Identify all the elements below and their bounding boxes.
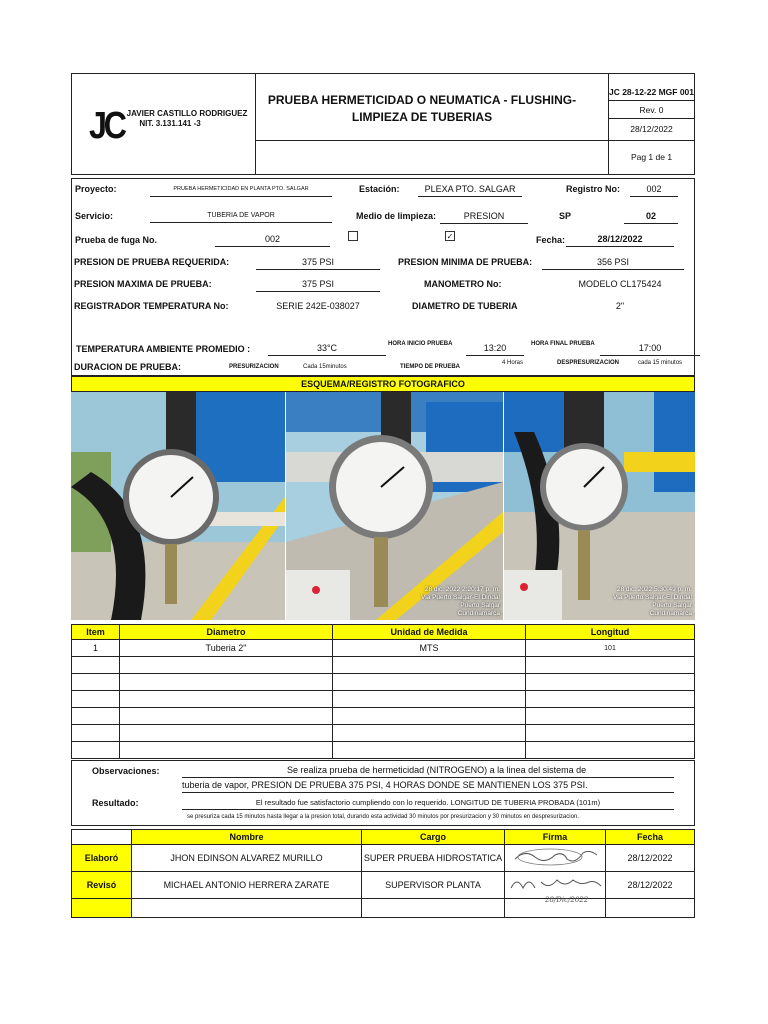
table-cell bbox=[333, 725, 526, 742]
medio-label: Medio de limpieza: bbox=[356, 211, 437, 221]
presion-minima-value: 356 PSI bbox=[542, 257, 684, 270]
cargo-elaboro: SUPER PRUEBA HIDROSTATICA bbox=[362, 845, 505, 872]
sp-value: 02 bbox=[624, 211, 678, 224]
fuga-value: 002 bbox=[215, 234, 330, 247]
signature-image-elaboro bbox=[505, 845, 605, 869]
table-row bbox=[72, 742, 695, 759]
header-nombre: Nombre bbox=[132, 830, 362, 845]
header-diametro: Diametro bbox=[120, 625, 333, 640]
signatures-table bbox=[71, 829, 695, 918]
header-item: Item bbox=[72, 625, 120, 640]
fecha-empty bbox=[606, 899, 695, 918]
header-longitud: Longitud bbox=[526, 625, 695, 640]
handwritten-date-reviso: 28/Dic/2022 bbox=[545, 896, 589, 904]
gauge-photo-1 bbox=[71, 392, 285, 620]
gauge-photo-2 bbox=[286, 392, 503, 620]
items-table-header bbox=[72, 625, 695, 640]
observaciones-label: Observaciones: bbox=[92, 766, 160, 776]
signature-row-reviso bbox=[72, 872, 695, 899]
table-cell: MTS bbox=[333, 640, 526, 657]
cargo-empty bbox=[362, 899, 505, 918]
role-elaboro: Elaboró bbox=[72, 845, 132, 872]
table-cell bbox=[333, 657, 526, 674]
presurizacion-label: PRESURIZACION bbox=[229, 364, 279, 370]
hora-inicio-label: HORA INICIO PRUEBA bbox=[388, 341, 453, 347]
proyecto-label: Proyecto: bbox=[75, 184, 117, 194]
signature-row-empty bbox=[72, 899, 695, 918]
document-page: Pag 1 de 1 bbox=[630, 152, 673, 162]
registrador-value: SERIE 242E-038027 bbox=[276, 301, 360, 311]
registro-value: 002 bbox=[630, 184, 678, 197]
despresurizacion-value: cada 15 minutos bbox=[638, 360, 683, 366]
document-date: 28/12/2022 bbox=[630, 124, 673, 134]
firma-elaboro bbox=[505, 845, 606, 872]
table-row bbox=[72, 691, 695, 708]
name-empty bbox=[132, 899, 362, 918]
photo-section-title: ESQUEMA/REGISTRO FOTOGRAFICO bbox=[71, 376, 695, 392]
table-cell bbox=[333, 708, 526, 725]
table-cell: Tuberia 2" bbox=[120, 640, 333, 657]
hora-final-label: HORA FINAL PRUEBA bbox=[531, 341, 595, 347]
table-cell bbox=[333, 674, 526, 691]
signatures-header bbox=[72, 830, 695, 845]
presion-requerida-label: PRESION DE PRUEBA REQUERIDA: bbox=[74, 257, 230, 267]
fecha-value: 28/12/2022 bbox=[566, 234, 674, 247]
registro-label: Registro No: bbox=[566, 184, 620, 194]
medio-value: PRESION bbox=[440, 211, 528, 224]
role-reviso: Revisó bbox=[72, 872, 132, 899]
tiempo-label: TIEMPO DE PRUEBA bbox=[400, 364, 461, 370]
document-title: PRUEBA HERMETICIDAD O NEUMATICA - FLUSHING- LIMPIEZA DE TUBERIAS bbox=[267, 93, 577, 124]
estacion-value: PLEXA PTO. SALGAR bbox=[418, 184, 522, 197]
table-cell: 101 bbox=[526, 640, 695, 657]
observaciones-line-1: Se realiza prueba de hermeticidad (NITROGENO) a la linea del sistema de bbox=[182, 765, 674, 778]
header-empty bbox=[72, 830, 132, 845]
header-firma: Firma bbox=[505, 830, 606, 845]
resultado-label: Resultado: bbox=[92, 798, 139, 808]
servicio-label: Servicio: bbox=[75, 211, 114, 221]
diametro-value: 2" bbox=[615, 301, 625, 311]
table-cell: 1 bbox=[72, 640, 120, 657]
tiempo-value: 4 Horas bbox=[502, 360, 524, 366]
manometro-value: MODELO CL175424 bbox=[578, 279, 662, 289]
diametro-label: DIAMETRO DE TUBERIA bbox=[412, 301, 518, 311]
firma-reviso bbox=[505, 872, 606, 904]
table-row bbox=[72, 725, 695, 742]
checkbox-unchecked[interactable] bbox=[348, 231, 358, 241]
table-cell bbox=[120, 742, 333, 759]
fecha-label: Fecha: bbox=[536, 235, 566, 245]
name-reviso: MICHAEL ANTONIO HERRERA ZARATE bbox=[132, 872, 362, 899]
table-row bbox=[72, 640, 695, 657]
header-cargo: Cargo bbox=[362, 830, 505, 845]
gauge-photo-3 bbox=[504, 392, 695, 620]
table-cell bbox=[120, 674, 333, 691]
items-table bbox=[71, 624, 695, 759]
signature-row-elaboro bbox=[72, 845, 695, 872]
table-cell bbox=[526, 742, 695, 759]
table-cell bbox=[72, 742, 120, 759]
table-cell bbox=[526, 725, 695, 742]
hora-final-value: 17:00 bbox=[600, 343, 700, 356]
registrador-label: REGISTRADOR TEMPERATURA No: bbox=[74, 301, 229, 311]
signature-image-reviso bbox=[505, 872, 605, 896]
table-cell bbox=[333, 742, 526, 759]
temperatura-value: 33°C bbox=[268, 343, 386, 356]
table-cell bbox=[526, 691, 695, 708]
presion-maxima-label: PRESION MAXIMA DE PRUEBA: bbox=[74, 279, 212, 289]
table-cell bbox=[120, 657, 333, 674]
despresurizacion-label: DESPRESURIZACION bbox=[557, 360, 620, 366]
table-cell bbox=[526, 674, 695, 691]
gauge-photo-1-art bbox=[71, 392, 285, 620]
table-cell bbox=[333, 691, 526, 708]
role-empty bbox=[72, 899, 132, 918]
table-row bbox=[72, 674, 695, 691]
presion-requerida-value: 375 PSI bbox=[256, 257, 380, 270]
cargo-reviso: SUPERVISOR PLANTA bbox=[362, 872, 505, 899]
table-cell bbox=[526, 657, 695, 674]
proyecto-value: PRUEBA HERMETICIDAD EN PLANTA PTO. SALGAR bbox=[150, 186, 332, 197]
table-row bbox=[72, 657, 695, 674]
hora-inicio-value: 13:20 bbox=[466, 343, 524, 356]
fecha-elaboro: 28/12/2022 bbox=[606, 845, 695, 872]
table-cell bbox=[72, 691, 120, 708]
name-elaboro: JHON EDINSON ALVAREZ MURILLO bbox=[132, 845, 362, 872]
table-cell bbox=[72, 657, 120, 674]
company-name: JAVIER CASTILLO RODRIGUEZ bbox=[126, 109, 248, 118]
header-fecha: Fecha bbox=[606, 830, 695, 845]
company-nit: NIT. 3.131.141 -3 bbox=[139, 119, 201, 128]
observaciones-note: se presuriza cada 15 minutos hasta llegar a la presion total, durando esta actividad 30 minutos por presurizacion y 30 minutos en despresurizacion. bbox=[187, 814, 579, 820]
code-divider bbox=[608, 100, 695, 101]
presion-maxima-value: 375 PSI bbox=[256, 279, 380, 292]
table-cell bbox=[72, 708, 120, 725]
table-cell bbox=[72, 725, 120, 742]
table-cell bbox=[120, 708, 333, 725]
document-revision: Rev. 0 bbox=[639, 105, 664, 115]
manometro-label: MANOMETRO No: bbox=[424, 279, 502, 289]
photo-3-timestamp: 28 dic. 2022 5:30:49 p. m. Via Puerto Salgar-El Dindal Puerto Salgar Cundinamarca bbox=[612, 586, 692, 617]
fuga-label: Prueba de fuga No. bbox=[75, 235, 158, 245]
rev-divider bbox=[608, 118, 695, 119]
table-cell bbox=[120, 725, 333, 742]
resultado-value: El resultado fue satisfactorio cumpliendo con lo requerido. LONGITUD DE TUBERIA PROBADA (101m) bbox=[182, 798, 674, 810]
estacion-label: Estación: bbox=[359, 184, 400, 194]
header-unidad: Unidad de Medida bbox=[333, 625, 526, 640]
document-code: JC 28-12-22 MGF 001 bbox=[608, 87, 695, 97]
company-logo: JC bbox=[89, 105, 124, 147]
table-row bbox=[72, 708, 695, 725]
duracion-label: DURACION DE PRUEBA: bbox=[74, 362, 182, 372]
table-cell bbox=[120, 691, 333, 708]
table-cell bbox=[526, 708, 695, 725]
presion-minima-label: PRESION MINIMA DE PRUEBA: bbox=[398, 257, 533, 267]
servicio-value: TUBERIA DE VAPOR bbox=[150, 212, 332, 223]
title-divider bbox=[256, 140, 608, 141]
date-divider bbox=[608, 140, 695, 141]
presurizacion-value: Cada 15minutos bbox=[303, 364, 347, 370]
photo-2-timestamp: 28 dic. 2022 2:20:17 p. m. Via Puerto Salgar-El Dindal Puerto Salgar Cundinamarca bbox=[420, 586, 500, 617]
checkbox-checked[interactable]: ✓ bbox=[446, 232, 454, 241]
temperatura-label: TEMPERATURA AMBIENTE PROMEDIO : bbox=[76, 344, 251, 354]
table-cell bbox=[72, 674, 120, 691]
fecha-reviso: 28/12/2022 bbox=[606, 872, 695, 899]
sp-label: SP bbox=[559, 211, 572, 221]
observaciones-line-2: tuberia de vapor, PRESION DE PRUEBA 375 PSI, 4 HORAS DONDE SE MANTIENEN LOS 375 PSI. bbox=[182, 780, 674, 793]
